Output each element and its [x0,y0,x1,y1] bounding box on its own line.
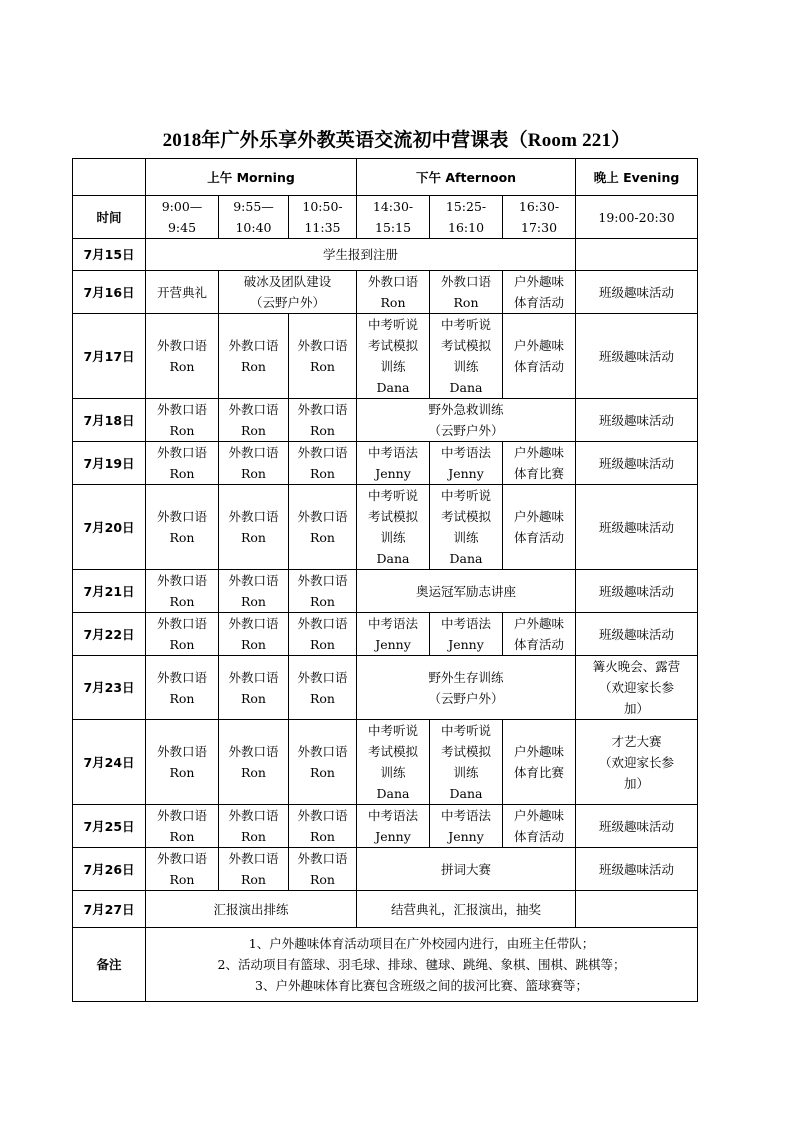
cell-line: 体育活动 [514,295,565,310]
table-row [73,485,698,570]
schedule-cell [219,271,357,314]
cell-line: 破冰及团队建设 [243,274,332,289]
schedule-cell [430,485,503,570]
cell-line: 中考语法 [441,445,492,460]
cell-line: 外教口语 [297,445,348,460]
cell-line: Dana [449,380,483,395]
header-row-times [73,196,698,239]
cell-line: Ron [241,359,266,374]
schedule-body [73,159,698,1002]
cell-line: 户外趣味 [514,744,565,759]
cell-line: 外教口语 [228,851,279,866]
table-row [73,442,698,485]
cell-line: 中考听说 [441,723,492,738]
cell-line: Ron [241,690,266,706]
cell-line: 外教口语 [297,744,348,759]
cell-line: Ron [241,872,266,887]
cell-line: Ron [241,530,266,545]
schedule-cell [576,720,698,805]
cell-line: 加） [624,701,650,716]
cell-line: 外教口语 [156,338,207,353]
table-row [73,239,698,271]
cell-line: 外教口语 [156,669,207,685]
cell-line: Ron [310,637,335,652]
cell-line: Jenny [375,466,411,481]
time-slot-2 [219,196,289,239]
time-start: 9:00— [161,199,203,214]
cell-line: Jenny [448,466,484,481]
time-end: 17:30 [521,220,558,235]
cell-line: Ron [169,423,195,438]
schedule-cell [219,442,289,485]
cell-line: Ron [241,594,266,609]
header-afternoon: 下午 Afternoon [357,159,576,196]
cell-line: 外教口语 [297,851,348,866]
cell-line: 训练 [380,530,406,545]
date-cell: 7月20日 [73,485,146,570]
schedule-cell [357,442,430,485]
schedule-cell [289,399,357,442]
schedule-cell [219,720,289,805]
cell-line: Ron [169,594,195,609]
schedule-cell [357,613,430,656]
cell-line: 开营典礼 [156,284,207,300]
cell-line: 考试模拟 [368,509,419,524]
schedule-cell [146,271,219,314]
time-slot-3 [289,196,357,239]
time-end: 11:35 [304,220,341,235]
table-row [73,848,698,891]
date-cell: 7月19日 [73,442,146,485]
schedule-cell [146,720,219,805]
time-start: 15:25- [445,199,487,214]
cell-line: 外教口语 [228,669,279,685]
schedule-cell [219,399,289,442]
schedule-cell [219,485,289,570]
date-cell: 7月18日 [73,399,146,442]
table-row [73,570,698,613]
time-label: 时间 [73,196,146,239]
cell-line: 户外趣味 [514,808,565,823]
cell-line: 中考语法 [368,616,419,631]
cell-line: 外教口语 [368,274,419,289]
schedule-cell [146,656,219,720]
schedule-cell [357,891,576,928]
cell-line: Ron [310,829,335,844]
cell-line: Ron [169,765,195,780]
cell-line: 野外急救训练 [428,402,504,417]
cell-line: 中考语法 [368,808,419,823]
schedule-cell [357,314,430,399]
cell-line: 训练 [380,359,406,374]
cell-line: 中考语法 [441,808,492,823]
schedule-cell [219,656,289,720]
cell-line: 户外趣味 [514,338,565,353]
cell-line: Ron [169,637,195,652]
date-cell: 7月23日 [73,656,146,720]
schedule-cell [576,314,698,399]
cell-line: Ron [169,466,195,481]
cell-line: 班级趣味活动 [599,583,675,599]
cell-line: Dana [449,786,483,801]
table-row [73,314,698,399]
schedule-cell [503,720,576,805]
cell-line: 外教口语 [228,509,279,524]
cell-line: 外教口语 [441,274,492,289]
notes-label: 备注 [73,928,146,1002]
table-row [73,891,698,928]
schedule-cell [503,805,576,848]
cell-line: 才艺大赛 [611,733,662,749]
header-morning: 上午 Morning [146,159,357,196]
cell-line: 训练 [453,359,479,374]
cell-line: Ron [380,295,406,310]
schedule-cell [576,848,698,891]
schedule-cell [503,271,576,314]
cell-line: 体育活动 [514,530,565,545]
date-cell: 7月15日 [73,239,146,271]
schedule-cell [146,848,219,891]
schedule-cell [146,485,219,570]
schedule-cell [289,570,357,613]
schedule-cell [146,805,219,848]
time-start: 14:30- [372,199,414,214]
header-row-periods [73,159,698,196]
cell-line: 外教口语 [228,402,279,417]
cell-line: 户外趣味 [514,274,565,289]
cell-line: （欢迎家长参 [599,680,675,695]
cell-line: 外教口语 [156,573,207,588]
schedule-cell [219,570,289,613]
date-cell: 7月22日 [73,613,146,656]
cell-line: 体育比赛 [514,466,565,481]
schedule-cell [146,239,576,271]
cell-line: 外教口语 [297,509,348,524]
cell-line: Jenny [448,637,484,652]
time-slot-5 [430,196,503,239]
date-cell: 7月21日 [73,570,146,613]
schedule-cell [576,399,698,442]
cell-line: 外教口语 [228,744,279,759]
cell-line: 班级趣味活动 [599,818,675,834]
cell-line: 外教口语 [156,744,207,759]
schedule-cell [289,848,357,891]
time-end: 9:45 [167,220,197,235]
cell-line: 考试模拟 [441,509,492,524]
schedule-table [72,158,698,1002]
cell-line: 外教口语 [228,573,279,588]
schedule-cell [289,805,357,848]
schedule-cell [430,271,503,314]
cell-line: Ron [310,872,335,887]
schedule-cell [146,314,219,399]
cell-line: 考试模拟 [368,744,419,759]
cell-line: 外教口语 [228,616,279,631]
schedule-cell [146,442,219,485]
cell-line: Ron [310,765,335,780]
cell-line: 训练 [380,765,406,780]
cell-line: Ron [241,466,266,481]
cell-line: 外教口语 [228,445,279,460]
schedule-cell [503,485,576,570]
cell-line: 拼词大赛 [441,861,492,877]
cell-line: Jenny [375,829,411,844]
cell-line: 加） [624,775,650,791]
cell-line: Ron [310,690,335,706]
cell-line: 体育活动 [514,829,565,844]
cell-line: Ron [310,466,335,481]
cell-line: 外教口语 [228,338,279,353]
schedule-cell [503,613,576,656]
cell-line: Ron [310,359,335,374]
schedule-cell [576,805,698,848]
header-evening: 晚上 Evening [576,159,698,196]
schedule-cell [430,314,503,399]
schedule-cell [357,271,430,314]
cell-line: 训练 [453,530,479,545]
cell-line: Ron [169,829,195,844]
schedule-cell [289,442,357,485]
date-cell: 7月26日 [73,848,146,891]
schedule-cell [289,656,357,720]
schedule-cell [357,720,430,805]
schedule-cell [289,314,357,399]
cell-line: 中考听说 [368,317,419,332]
cell-line: 外教口语 [156,509,207,524]
time-slot-1 [146,196,219,239]
cell-line: Ron [169,872,195,887]
cell-line: （云野户外） [250,295,326,310]
cell-line: 野外生存训练 [428,669,504,685]
schedule-cell [576,485,698,570]
cell-line: Dana [376,786,410,801]
header-corner [73,159,146,196]
cell-line: 体育比赛 [514,765,565,780]
cell-line: 班级趣味活动 [599,626,675,642]
cell-line: 体育活动 [514,637,565,652]
schedule-cell [430,613,503,656]
time-end: 10:40 [235,220,272,235]
schedule-cell [146,613,219,656]
cell-line: （云野户外） [428,423,504,438]
cell-line: Ron [310,594,335,609]
schedule-cell [357,805,430,848]
schedule-cell [219,805,289,848]
cell-line: 外教口语 [228,808,279,823]
schedule-cell [219,848,289,891]
schedule-cell [357,570,576,613]
cell-line: 中考听说 [441,488,492,503]
cell-line: 体育活动 [514,359,565,374]
note-line: 2、活动项目有篮球、羽毛球、排球、毽球、跳绳、象棋、围棋、跳棋等； [217,957,626,972]
date-cell: 7月24日 [73,720,146,805]
cell-line: 结营典礼，汇报演出，抽奖 [391,901,542,917]
notes-row [73,928,698,1002]
cell-line: 奥运冠军励志讲座 [416,583,517,599]
cell-line: Ron [310,423,335,438]
schedule-cell [146,570,219,613]
cell-line: 考试模拟 [441,744,492,759]
time-slot-6 [503,196,576,239]
schedule-cell [576,271,698,314]
time-slot-4 [357,196,430,239]
cell-line: 班级趣味活动 [599,519,675,535]
cell-line: 户外趣味 [514,509,565,524]
cell-line: 外教口语 [156,616,207,631]
cell-line: 班级趣味活动 [599,284,675,300]
cell-line: 中考听说 [441,317,492,332]
cell-line: 中考语法 [368,445,419,460]
cell-line: 中考语法 [441,616,492,631]
time-end: 16:10 [448,220,485,235]
schedule-cell [146,399,219,442]
cell-line: 班级趣味活动 [599,455,675,471]
date-cell: 7月17日 [73,314,146,399]
notes-content [146,928,698,1002]
schedule-cell [503,314,576,399]
cell-line: Ron [241,829,266,844]
page-title: 2018年广外乐享外教英语交流初中营课表（Room 221） [162,130,631,151]
cell-line: Ron [241,637,266,652]
note-line: 3、户外趣味体育比赛包含班级之间的拔河比赛、篮球赛等； [255,978,588,993]
cell-line: 外教口语 [156,851,207,866]
cell-line: 外教口语 [297,338,348,353]
cell-line: 班级趣味活动 [599,861,675,877]
schedule-cell [289,720,357,805]
cell-line: 篝火晚会、露营 [592,659,681,674]
cell-line: 考试模拟 [441,338,492,353]
table-row [73,399,698,442]
cell-line: 外教口语 [156,445,207,460]
table-row [73,720,698,805]
cell-line: 外教口语 [156,808,207,823]
cell-line: Ron [241,765,266,780]
cell-line: 外教口语 [297,808,348,823]
cell-line: 班级趣味活动 [599,348,675,364]
schedule-cell [357,399,576,442]
cell-line: 训练 [453,765,479,780]
cell-line: Ron [169,530,195,545]
schedule-cell [357,485,430,570]
cell-line: 考试模拟 [368,338,419,353]
cell-line: 中考听说 [368,488,419,503]
schedule-cell [576,613,698,656]
cell-line: Ron [241,423,266,438]
time-slot-evening [576,196,698,239]
schedule-cell [576,570,698,613]
cell-line: Ron [169,690,195,706]
cell-line: Jenny [448,829,484,844]
cell-line: 外教口语 [297,402,348,417]
note-line: 1、户外趣味体育活动项目在广外校园内进行，由班主任带队； [248,936,595,951]
schedule-cell [430,720,503,805]
cell-line: 学生报到注册 [323,247,399,262]
date-cell: 7月27日 [73,891,146,928]
cell-line: 户外趣味 [514,616,565,631]
schedule-cell [576,442,698,485]
schedule-cell [576,891,698,928]
schedule-cell [289,613,357,656]
schedule-cell [357,656,576,720]
schedule-cell [219,613,289,656]
table-row [73,656,698,720]
cell-line: Dana [449,551,483,566]
cell-line: 中考听说 [368,723,419,738]
schedule-cell [430,442,503,485]
table-row [73,805,698,848]
time-start: 16:30- [518,199,560,214]
table-row [73,271,698,314]
cell-line: 汇报演出排练 [213,901,289,917]
schedule-cell [576,239,698,271]
time-range: 19:00-20:30 [598,209,675,225]
cell-line: （云野户外） [428,690,504,706]
schedule-cell [219,314,289,399]
cell-line: 外教口语 [156,402,207,417]
schedule-cell [357,848,576,891]
cell-line: 班级趣味活动 [599,412,675,428]
cell-line: Dana [376,551,410,566]
schedule-cell [503,442,576,485]
cell-line: 外教口语 [297,573,348,588]
schedule-cell [576,656,698,720]
date-cell: 7月16日 [73,271,146,314]
cell-line: Ron [453,295,479,310]
cell-line: Jenny [375,637,411,652]
cell-line: Ron [310,530,335,545]
table-row [73,613,698,656]
time-start: 10:50- [302,199,343,214]
date-cell: 7月25日 [73,805,146,848]
cell-line: 外教口语 [297,616,348,631]
cell-line: （欢迎家长参 [599,754,675,770]
schedule-cell [146,891,357,928]
time-start: 9:55— [233,199,274,214]
schedule-cell [430,805,503,848]
time-end: 15:15 [375,220,412,235]
cell-line: Dana [376,380,410,395]
cell-line: 外教口语 [297,669,348,685]
schedule-cell [289,485,357,570]
cell-line: Ron [169,359,195,374]
cell-line: 户外趣味 [514,445,565,460]
